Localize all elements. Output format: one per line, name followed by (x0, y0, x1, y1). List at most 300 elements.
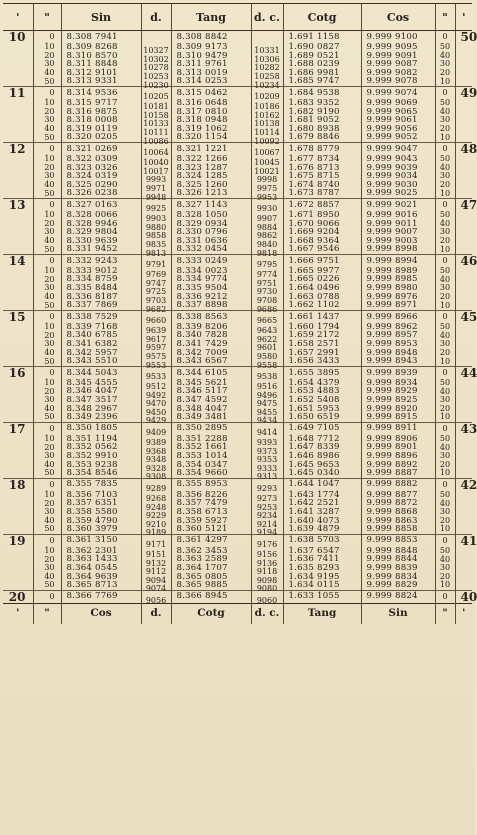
seconds-right-cell: 20 (435, 293, 455, 302)
seconds-right-cell: 40 (435, 164, 455, 173)
table-row (3, 469, 472, 478)
table-row (3, 590, 472, 603)
cos-cell: 9.999 8994 (361, 254, 435, 267)
seconds-cell: 20 (33, 275, 61, 284)
tang-cell: 8.349 3481 (171, 413, 251, 422)
sin-cell: 8.336 8187 (61, 293, 141, 302)
degree-cell (3, 331, 33, 340)
sin-cell: 8.363 1433 (61, 555, 141, 564)
cotg-cell: 1.677 8734 (283, 155, 361, 164)
diff-cell-value: 9248 (145, 502, 167, 512)
seconds-right-cell: 10 (435, 357, 455, 366)
seconds-cell: 10 (33, 155, 61, 164)
table-row (3, 357, 472, 366)
degree-right-cell: 48 (455, 142, 472, 155)
diff-common-cell-value: 9176 (256, 539, 278, 549)
cotg-cell: 1.678 8779 (283, 142, 361, 155)
degree-right-cell (455, 301, 472, 310)
header-seconds-right: " (435, 4, 455, 31)
sin-cell: 8.312 9101 (61, 69, 141, 78)
cos-cell: 9.999 9100 (361, 31, 435, 44)
tang-cell: 8.324 1285 (171, 172, 251, 181)
footer-diff: d. (141, 603, 171, 624)
seconds-cell: 0 (33, 366, 61, 379)
degree-cell (3, 245, 33, 254)
seconds-right-cell: 50 (435, 43, 455, 52)
diff-cell-value: 10040 (143, 158, 169, 168)
cos-cell: 9.999 9065 (361, 108, 435, 117)
diff-common-cell (251, 43, 283, 56)
sin-cell: 8.332 9243 (61, 254, 141, 267)
cos-cell: 9.999 9052 (361, 133, 435, 142)
degree-cell (3, 181, 33, 190)
cos-cell: 9.999 8844 (361, 555, 435, 564)
sin-cell: 8.329 9804 (61, 228, 141, 237)
seconds-cell: 30 (33, 116, 61, 125)
table-body (3, 30, 477, 605)
tang-cell: 8.364 1707 (171, 564, 251, 573)
diff-cell-value: 10205 (143, 91, 169, 101)
table-row (3, 366, 472, 379)
cos-cell: 9.999 8934 (361, 379, 435, 388)
cos-cell: 9.999 8929 (361, 387, 435, 396)
diff-cell-value: 9553 (145, 360, 167, 370)
degree-cell: 20 (3, 590, 33, 603)
seconds-right-cell: 20 (435, 69, 455, 78)
tang-cell: 8.350 2895 (171, 422, 251, 435)
diff-common-cell-value: 9643 (256, 326, 278, 336)
diff-cell-value: 9835 (145, 239, 167, 249)
degree-cell: 14 (3, 254, 33, 267)
seconds-cell: 30 (33, 340, 61, 349)
footer-sin: Sin (361, 603, 435, 624)
degree-cell: 10 (3, 31, 33, 44)
degree-cell (3, 508, 33, 517)
sin-cell: 8.337 7869 (61, 301, 141, 310)
diff-cell-value: 9328 (145, 463, 167, 473)
diff-cell-value: 9791 (145, 259, 167, 269)
tang-cell: 8.346 5117 (171, 387, 251, 396)
degree-cell (3, 172, 33, 181)
tang-cell: 8.321 1221 (171, 142, 251, 155)
sin-cell: 8.342 5957 (61, 349, 141, 358)
sin-cell: 8.360 3979 (61, 525, 141, 534)
sin-cell: 8.318 0008 (61, 116, 141, 125)
cos-cell: 9.999 9078 (361, 77, 435, 86)
seconds-cell: 50 (33, 77, 61, 86)
diff-cell-value: 9639 (145, 326, 167, 336)
diff-cell-value: 10253 (143, 72, 169, 82)
cotg-cell: 1.666 9751 (283, 254, 361, 267)
seconds-cell: 0 (33, 310, 61, 323)
cotg-cell: 1.674 8740 (283, 181, 361, 190)
tang-cell: 8.352 1661 (171, 443, 251, 452)
diff-common-cell-value: 9414 (256, 427, 278, 437)
diff-common-cell-value: 9434 (256, 416, 278, 426)
diff-common-cell-value: 9098 (256, 575, 278, 585)
diff-common-cell-value: 10138 (254, 119, 280, 129)
seconds-cell: 30 (33, 60, 61, 69)
cotg-cell: 1.647 8339 (283, 443, 361, 452)
diff-cell-value: 9725 (145, 287, 167, 297)
seconds-right-cell: 20 (435, 125, 455, 134)
diff-common-cell-value: 10331 (254, 46, 280, 56)
diff-common-cell-value: 10258 (254, 72, 280, 82)
diff-cell-value: 9948 (145, 192, 167, 202)
tang-cell: 8.353 1014 (171, 452, 251, 461)
seconds-cell: 20 (33, 52, 61, 61)
cotg-cell: 1.646 8986 (283, 452, 361, 461)
cotg-cell: 1.676 8713 (283, 164, 361, 173)
degree-cell (3, 525, 33, 534)
degree-right-cell (455, 405, 472, 414)
seconds-right-cell: 20 (435, 573, 455, 582)
tang-cell: 8.314 0253 (171, 77, 251, 86)
cotg-cell: 1.669 9204 (283, 228, 361, 237)
sin-cell: 8.326 0238 (61, 189, 141, 198)
degree-right-cell (455, 443, 472, 452)
sin-cell: 8.356 7103 (61, 491, 141, 500)
seconds-cell: 10 (33, 323, 61, 332)
seconds-right-cell: 10 (435, 581, 455, 590)
degree-right-cell (455, 228, 472, 237)
cotg-cell: 1.655 3895 (283, 366, 361, 379)
diff-common-cell-value: 9118 (256, 567, 278, 577)
cos-cell: 9.999 8872 (361, 499, 435, 508)
cos-cell: 9.999 8834 (361, 573, 435, 582)
cos-cell: 9.999 8976 (361, 293, 435, 302)
degree-right-cell (455, 525, 472, 534)
diff-common-cell-value: 9818 (256, 248, 278, 258)
seconds-cell: 30 (33, 564, 61, 573)
degree-cell (3, 323, 33, 332)
seconds-right-cell: 10 (435, 189, 455, 198)
cotg-cell: 1.665 0226 (283, 275, 361, 284)
diff-cell-value: 9533 (145, 371, 167, 381)
seconds-cell: 10 (33, 547, 61, 556)
seconds-right-cell: 10 (435, 245, 455, 254)
diff-common-cell-value: 9907 (256, 214, 278, 224)
sin-cell: 8.352 0562 (61, 443, 141, 452)
header-degree-right: ' (455, 4, 472, 31)
degree-cell: 18 (3, 478, 33, 491)
sin-cell: 8.323 0326 (61, 164, 141, 173)
tang-cell: 8.327 1143 (171, 198, 251, 211)
sin-cell: 8.343 5510 (61, 357, 141, 366)
cotg-cell: 1.680 8938 (283, 125, 361, 134)
seconds-right-cell: 40 (435, 443, 455, 452)
table-row (3, 310, 472, 323)
cos-cell: 9.999 8839 (361, 564, 435, 573)
cos-cell: 9.999 9091 (361, 52, 435, 61)
diff-cell-value: 10327 (143, 46, 169, 56)
degree-cell (3, 108, 33, 117)
degree-right-cell (455, 555, 472, 564)
sin-cell: 8.344 5043 (61, 366, 141, 379)
diff-common-cell-value: 9214 (256, 519, 278, 529)
diff-cell-value: 10086 (143, 136, 169, 146)
cotg-cell: 1.642 2521 (283, 499, 361, 508)
cos-cell: 9.999 8962 (361, 323, 435, 332)
footer-degree-right: ' (455, 603, 472, 624)
seconds-cell: 30 (33, 508, 61, 517)
diff-common-cell-value: 9840 (256, 239, 278, 249)
diff-common-cell-value: 9293 (256, 483, 278, 493)
degree-cell (3, 357, 33, 366)
degree-right-cell: 40 (455, 590, 472, 603)
cos-cell: 9.999 8998 (361, 245, 435, 254)
degree-cell (3, 499, 33, 508)
cos-cell: 9.999 8892 (361, 461, 435, 470)
sin-cell: 8.364 0545 (61, 564, 141, 573)
seconds-right-cell: 0 (435, 422, 455, 435)
cotg-cell: 1.648 7712 (283, 435, 361, 444)
diff-common-cell-value: 9708 (256, 295, 278, 305)
cotg-cell: 1.637 6547 (283, 547, 361, 556)
seconds-right-cell: 40 (435, 275, 455, 284)
diff-cell-value: 9210 (145, 519, 167, 529)
degree-cell (3, 275, 33, 284)
degree-cell (3, 387, 33, 396)
cotg-cell: 1.658 2571 (283, 340, 361, 349)
diff-common-cell-value: 9953 (256, 192, 278, 202)
degree-right-cell (455, 164, 472, 173)
cos-cell: 9.999 9061 (361, 116, 435, 125)
seconds-right-cell: 10 (435, 301, 455, 310)
seconds-right-cell: 10 (435, 469, 455, 478)
tang-cell: 8.325 1260 (171, 181, 251, 190)
degree-right-cell (455, 108, 472, 117)
seconds-right-cell: 30 (435, 284, 455, 293)
seconds-cell: 20 (33, 499, 61, 508)
tang-cell: 8.310 9479 (171, 52, 251, 61)
cos-cell: 9.999 9003 (361, 237, 435, 246)
header-seconds: " (33, 4, 61, 31)
degree-cell: 11 (3, 86, 33, 99)
degree-right-cell (455, 581, 472, 590)
seconds-right-cell: 30 (435, 172, 455, 181)
header-cotg: Cotg (283, 4, 361, 31)
tang-cell: 8.308 8842 (171, 31, 251, 44)
table-row (3, 581, 472, 590)
cotg-cell: 1.672 8857 (283, 198, 361, 211)
degree-right-cell (455, 379, 472, 388)
diff-cell-value: 9682 (145, 304, 167, 314)
diff-common-cell-value: 9774 (256, 270, 278, 280)
tang-cell: 8.348 4047 (171, 405, 251, 414)
cotg-cell: 1.679 8846 (283, 133, 361, 142)
seconds-cell: 10 (33, 435, 61, 444)
footer-degree: ' (3, 603, 33, 624)
degree-right-cell (455, 52, 472, 61)
cos-cell: 9.999 8901 (361, 443, 435, 452)
cos-cell: 9.999 8957 (361, 331, 435, 340)
sin-cell: 8.308 7941 (61, 31, 141, 44)
degree-cell: 16 (3, 366, 33, 379)
cos-cell: 9.999 8989 (361, 267, 435, 276)
tang-cell: 8.334 0023 (171, 267, 251, 276)
degree-right-cell (455, 245, 472, 254)
diff-cell-value: 9289 (145, 483, 167, 493)
table-row (3, 413, 472, 422)
table-row (3, 77, 472, 86)
sin-cell: 8.361 3150 (61, 534, 141, 547)
seconds-cell: 50 (33, 357, 61, 366)
cos-cell: 9.999 8939 (361, 366, 435, 379)
cos-cell: 9.999 8853 (361, 534, 435, 547)
degree-cell (3, 564, 33, 573)
diff-cell-value: 10133 (143, 119, 169, 129)
cos-cell: 9.999 8915 (361, 413, 435, 422)
degree-cell (3, 405, 33, 414)
diff-cell-value: 9348 (145, 455, 167, 465)
cotg-cell: 1.645 9653 (283, 461, 361, 470)
degree-cell (3, 164, 33, 173)
degree-cell: 13 (3, 198, 33, 211)
seconds-right-cell: 40 (435, 555, 455, 564)
sin-cell: 8.338 7529 (61, 310, 141, 323)
cotg-cell: 1.662 1102 (283, 301, 361, 310)
seconds-cell: 30 (33, 452, 61, 461)
tang-cell: 8.340 7828 (171, 331, 251, 340)
cos-cell: 9.999 9011 (361, 220, 435, 229)
cotg-cell: 1.663 0788 (283, 293, 361, 302)
degree-right-cell (455, 181, 472, 190)
seconds-cell: 50 (33, 133, 61, 142)
sin-cell: 8.341 6382 (61, 340, 141, 349)
degree-cell (3, 469, 33, 478)
degree-right-cell (455, 396, 472, 405)
tang-cell: 8.326 1213 (171, 189, 251, 198)
tang-cell: 8.345 5621 (171, 379, 251, 388)
cos-cell: 9.999 8896 (361, 452, 435, 461)
cos-cell: 9.999 9030 (361, 181, 435, 190)
degree-cell (3, 211, 33, 220)
sin-cell: 8.313 9331 (61, 77, 141, 86)
tang-cell: 8.333 0249 (171, 254, 251, 267)
seconds-right-cell: 40 (435, 220, 455, 229)
tang-cell: 8.309 9173 (171, 43, 251, 52)
diff-cell-value: 9617 (145, 334, 167, 344)
seconds-right-cell: 50 (435, 211, 455, 220)
degree-right-cell (455, 220, 472, 229)
diff-cell-value: 9409 (145, 427, 167, 437)
cotg-cell: 1.689 0521 (283, 52, 361, 61)
diff-cell-value: 10181 (143, 102, 169, 112)
cos-cell: 9.999 8980 (361, 284, 435, 293)
sin-cell: 8.348 2967 (61, 405, 141, 414)
seconds-cell: 50 (33, 581, 61, 590)
cotg-cell: 1.635 8293 (283, 564, 361, 573)
diff-common-cell-value: 9060 (256, 595, 278, 605)
header-diff-common: d. c. (251, 4, 283, 31)
seconds-right-cell: 40 (435, 331, 455, 340)
seconds-right-cell: 40 (435, 499, 455, 508)
cos-cell: 9.999 8966 (361, 310, 435, 323)
seconds-cell: 40 (33, 69, 61, 78)
cos-cell: 9.999 9034 (361, 172, 435, 181)
seconds-right-cell: 50 (435, 547, 455, 556)
diff-common-cell-value: 9156 (256, 550, 278, 560)
degree-right-cell: 42 (455, 478, 472, 491)
degree-cell (3, 443, 33, 452)
cotg-cell: 1.639 4879 (283, 525, 361, 534)
seconds-right-cell: 0 (435, 590, 455, 603)
tang-cell: 8.331 0636 (171, 237, 251, 246)
cos-cell: 9.999 9074 (361, 86, 435, 99)
diff-cell-value: 9858 (145, 231, 167, 241)
cos-cell: 9.999 8858 (361, 525, 435, 534)
seconds-cell: 20 (33, 108, 61, 117)
seconds-cell: 0 (33, 254, 61, 267)
tang-cell: 8.319 1062 (171, 125, 251, 134)
degree-cell (3, 99, 33, 108)
seconds-right-cell: 50 (435, 491, 455, 500)
degree-right-cell (455, 499, 472, 508)
diff-common-cell-value: 9998 (256, 175, 278, 185)
sin-cell: 8.333 9012 (61, 267, 141, 276)
seconds-cell: 50 (33, 189, 61, 198)
degree-right-cell: 45 (455, 310, 472, 323)
sin-cell: 8.359 4790 (61, 517, 141, 526)
degree-cell (3, 573, 33, 582)
seconds-cell: 0 (33, 478, 61, 491)
cos-cell: 9.999 8868 (361, 508, 435, 517)
cotg-cell: 1.654 4379 (283, 379, 361, 388)
diff-common-cell-value: 10306 (254, 54, 280, 64)
diff-cell-value: 9512 (145, 382, 167, 392)
diff-common-cell-value: 10209 (254, 91, 280, 101)
table-row (3, 478, 472, 491)
cotg-cell: 1.638 5703 (283, 534, 361, 547)
cos-cell: 9.999 8877 (361, 491, 435, 500)
seconds-cell: 40 (33, 181, 61, 190)
diff-cell-value: 9747 (145, 278, 167, 288)
cos-cell: 9.999 9087 (361, 60, 435, 69)
cos-cell: 9.999 8824 (361, 590, 435, 603)
cotg-cell: 1.656 3433 (283, 357, 361, 366)
header-cos: Cos (361, 4, 435, 31)
degree-cell: 12 (3, 142, 33, 155)
tang-cell: 8.315 0462 (171, 86, 251, 99)
sin-cell: 8.328 0066 (61, 211, 141, 220)
cos-cell: 9.999 8882 (361, 478, 435, 491)
cotg-cell: 1.649 7105 (283, 422, 361, 435)
seconds-cell: 40 (33, 517, 61, 526)
cos-cell: 9.999 8920 (361, 405, 435, 414)
cotg-cell: 1.664 0496 (283, 284, 361, 293)
tang-cell: 8.317 0810 (171, 108, 251, 117)
cos-cell: 9.999 8863 (361, 517, 435, 526)
diff-common-cell-value: 9862 (256, 231, 278, 241)
sin-cell: 8.311 8848 (61, 60, 141, 69)
diff-cell-value: 9112 (145, 567, 167, 577)
seconds-right-cell: 50 (435, 99, 455, 108)
cos-cell: 9.999 9039 (361, 164, 435, 173)
tang-cell: 8.356 8226 (171, 491, 251, 500)
cotg-cell: 1.671 8950 (283, 211, 361, 220)
seconds-right-cell: 10 (435, 413, 455, 422)
diff-cell-value: 10158 (143, 110, 169, 120)
seconds-cell: 0 (33, 31, 61, 44)
diff-cell-value: 10064 (143, 147, 169, 157)
seconds-right-cell: 20 (435, 349, 455, 358)
diff-common-cell-value: 9273 (256, 494, 278, 504)
seconds-cell: 0 (33, 198, 61, 211)
cos-cell: 9.999 8985 (361, 275, 435, 284)
seconds-cell: 50 (33, 469, 61, 478)
seconds-right-cell: 0 (435, 310, 455, 323)
